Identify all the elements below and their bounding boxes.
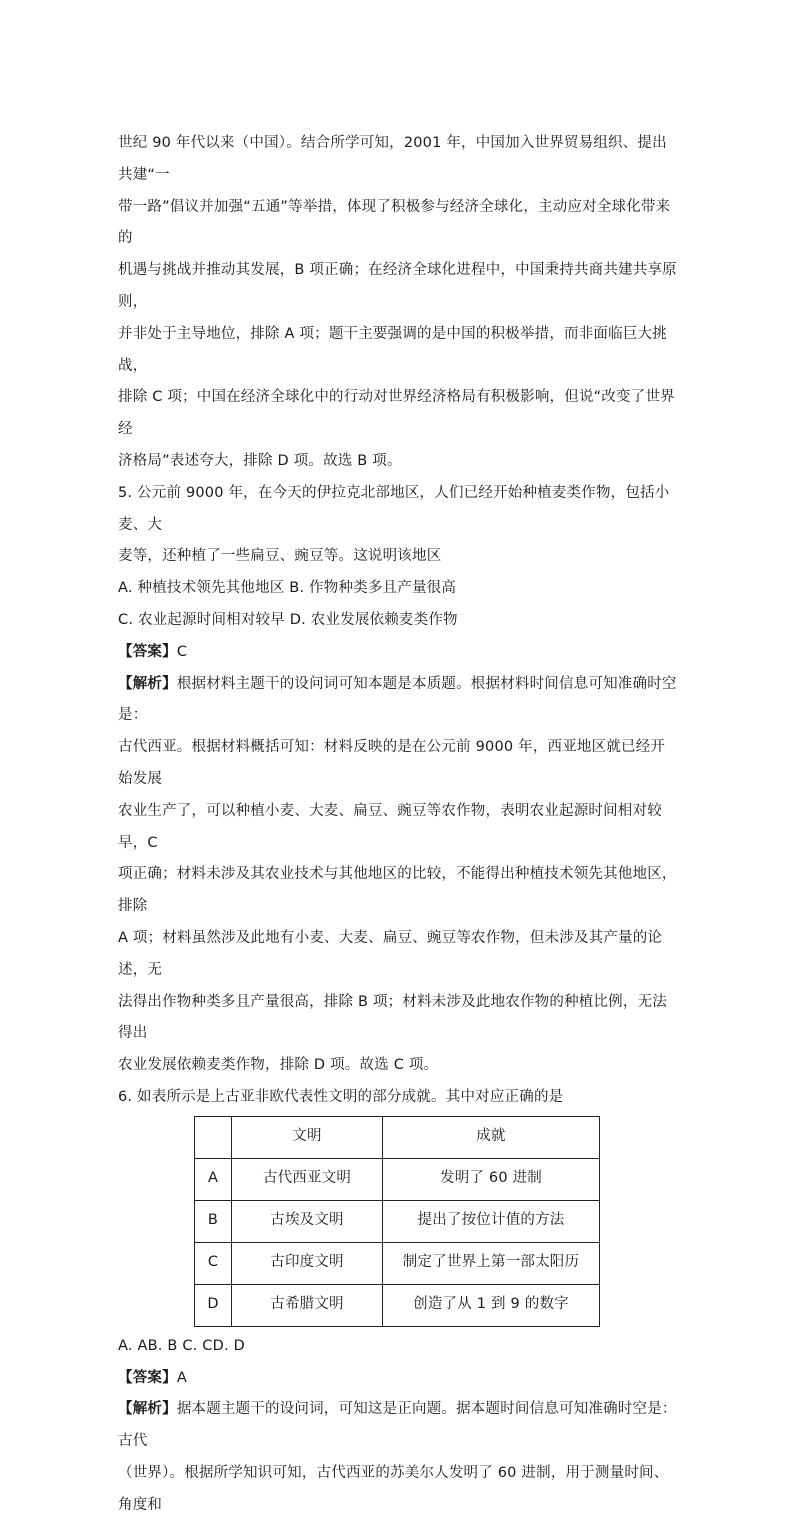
answer-value: A: [176, 1369, 187, 1386]
q5-analysis-line: 古代西亚。根据材料概括可知：材料反映的是在公元前 9000 年，西亚地区就已经开始发展: [118, 739, 666, 787]
table-cell: 古代西亚文明: [232, 1158, 383, 1200]
prev-analysis-line: 济格局”表述夸大，排除 D 项。故选 B 项。: [118, 452, 402, 469]
table-cell: 发明了 60 进制: [383, 1158, 600, 1200]
q6-options: A. AB. B C. CD. D: [118, 1337, 245, 1354]
q6-stem: 6. 如表所示是上古亚非欧代表性文明的部分成就。其中对应正确的是: [118, 1088, 564, 1105]
answer-tag: 【答案】: [118, 643, 177, 660]
analysis-tag: 【解析】: [118, 675, 177, 692]
analysis-text: 根据材料主题干的设问词可知本题是本质题。根据材料时间信息可知准确时空是：: [118, 675, 677, 724]
q6-analysis-line: （世界）。根据所学知识可知，古代西亚的苏美尔人发明了 60 进制，用于测量时间、角度和: [118, 1464, 669, 1513]
prev-analysis-line: 机遇与挑战并推动其发展，B 项正确；在经济全球化进程中，中国秉持共商共建共享原则，: [118, 262, 677, 310]
q5-analysis-line: 农业发展依赖麦类作物，排除 D 项。故选 C 项。: [118, 1057, 439, 1074]
q5-option-line: C. 农业起源时间相对较早 D. 农业发展依赖麦类作物: [118, 611, 458, 628]
table-cell: 古印度文明: [232, 1242, 383, 1284]
civilization-table: [194, 1116, 600, 1327]
q5-analysis-line: 法得出作物种类多且产量很高，排除 B 项；材料未涉及此地农作物的种植比例，无法得出: [118, 993, 667, 1042]
q5-stem-line: 5. 公元前 9000 年，在今天的伊拉克北部地区，人们已经开始种植麦类作物，包括小麦、大: [118, 484, 670, 533]
table-cell: D: [195, 1284, 232, 1326]
table-header-cell: 文明: [232, 1116, 383, 1158]
table-header-cell: 成就: [383, 1116, 600, 1158]
table-cell: 提出了按位计值的方法: [383, 1200, 600, 1242]
document-body: [118, 128, 678, 1521]
table-row: [195, 1242, 600, 1284]
table-cell: 古埃及文明: [232, 1200, 383, 1242]
q5-analysis-line: [118, 669, 678, 733]
prev-analysis-line: 世纪 90 年代以来（中国）。结合所学可知，2001 年，中国加入世界贸易组织、提出共建“一: [118, 135, 667, 183]
table-row: [195, 1200, 600, 1242]
analysis-text: 据本题主题干的设问词，可知这是正向题。据本题时间信息可知准确时空是：古代: [118, 1401, 677, 1450]
q6-analysis-line: [118, 1394, 678, 1458]
q5-analysis-line: 项正确；材料未涉及其农业技术与其他地区的比较，不能得出种植技术领先其他地区，排除: [118, 866, 677, 915]
q5-answer: [118, 637, 678, 669]
table-row: [195, 1158, 600, 1200]
q5-analysis-line: 农业生产了，可以种植小麦、大麦、扁豆、豌豆等农作物，表明农业起源时间相对较早，C: [118, 802, 662, 851]
table-cell: B: [195, 1200, 232, 1242]
prev-analysis-line: 排除 C 项；中国在经济全球化中的行动对世界经济格局有积极影响，但说“改变了世界经: [118, 389, 675, 438]
analysis-tag: 【解析】: [118, 1401, 177, 1418]
q5-stem-line: 麦等，还种植了一些扁豆、豌豆等。这说明该地区: [118, 548, 442, 565]
answer-value: C: [176, 643, 188, 660]
prev-analysis-line: 并非处于主导地位，排除 A 项；题干主要强调的是中国的积极举措，而非面临巨大挑战，: [118, 325, 667, 374]
prev-analysis-line: 带一路”倡议并加强“五通”等举措，体现了积极参与经济全球化，主动应对全球化带来的: [118, 198, 671, 247]
q5-analysis-line: A 项；材料虽然涉及此地有小麦、大麦、扁豆、豌豆等农作物，但未涉及其产量的论述，无: [118, 929, 663, 978]
table-cell: 创造了从 1 到 9 的数字: [383, 1284, 600, 1326]
table-cell: C: [195, 1242, 232, 1284]
table-cell: 古希腊文明: [232, 1284, 383, 1326]
q5-option-line: A. 种植技术领先其他地区 B. 作物种类多且产量很高: [118, 580, 457, 597]
table-cell: 制定了世界上第一部太阳历: [383, 1242, 600, 1284]
table-row: [195, 1284, 600, 1326]
table-cell: A: [195, 1158, 232, 1200]
answer-tag: 【答案】: [118, 1369, 177, 1386]
q6-answer: [118, 1363, 678, 1395]
